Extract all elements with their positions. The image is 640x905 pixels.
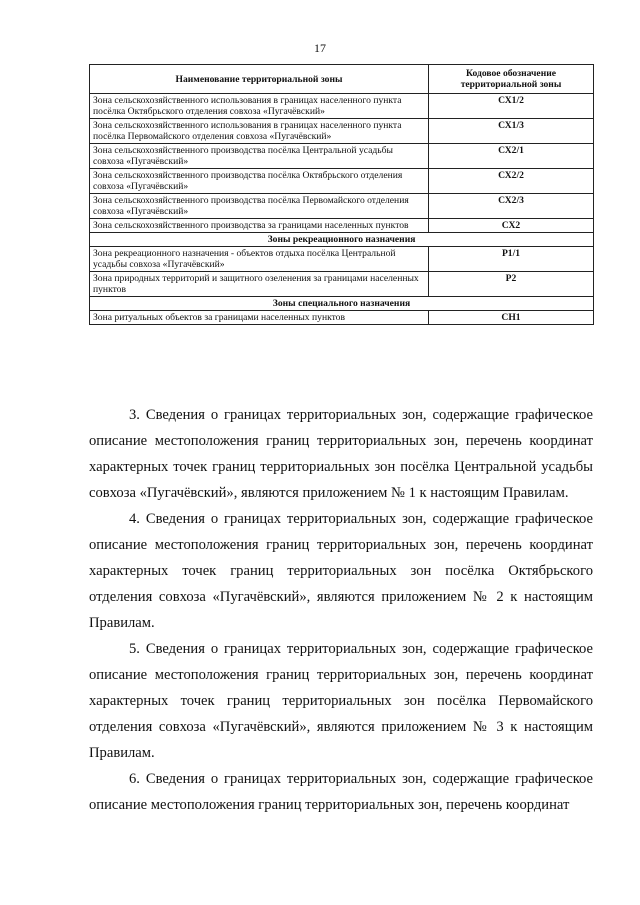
group-row-recreation	[90, 233, 594, 247]
group-row-special	[90, 297, 594, 311]
group-title-special: Зоны специального назначения	[90, 297, 594, 311]
zone-code: Р1/1	[429, 247, 594, 272]
table-header-row	[90, 65, 594, 94]
zone-name: Зона ритуальных объектов за границами населенных пунктов	[90, 311, 429, 325]
table-row	[90, 144, 594, 169]
zone-name: Зона сельскохозяйственного производства за границами населенных пунктов	[90, 219, 429, 233]
table-row	[90, 219, 594, 233]
zone-name: Зона сельскохозяйственного использования в границах населенного пункта посёлка Первомайского отделения совхоза «Пугачёвский»	[90, 119, 429, 144]
zone-name: Зона сельскохозяйственного производства посёлка Центральной усадьбы совхоза «Пугачёвский»	[90, 144, 429, 169]
table-row	[90, 194, 594, 219]
table-row	[90, 169, 594, 194]
zone-name: Зона сельскохозяйственного производства посёлка Первомайского отделения совхоза «Пугачёвский»	[90, 194, 429, 219]
table-row	[90, 247, 594, 272]
zone-code: СХ1/3	[429, 119, 594, 144]
paragraph-5: 5. Сведения о границах территориальных зон, содержащие графическое описание местоположения границ территориальных зон, перечень координат характерных точек границ территориальных зон посёлка Первомайского отделения совхоза «Пугачёвский», являются приложением № 3 к настоящим Правилам.	[89, 641, 593, 761]
zone-name: Зона рекреационного назначения - объектов отдыха посёлка Центральной усадьбы совхоза «Пугачёвский»	[90, 247, 429, 272]
zone-code: СХ2/1	[429, 144, 594, 169]
page-number: 17	[314, 41, 326, 55]
paragraph-3: 3. Сведения о границах территориальных зон, содержащие графическое описание местоположения границ территориальных зон, перечень координат характерных точек границ территориальных зон посёлка Центральной усадьбы совхоза «Пугачёвский», являются приложением № 1 к настоящим Правилам.	[89, 407, 593, 501]
table-row	[90, 272, 594, 297]
zones-table	[89, 64, 594, 325]
zone-code: СХ2/2	[429, 169, 594, 194]
zone-code: СХ2/3	[429, 194, 594, 219]
table-row	[90, 119, 594, 144]
header-zone-name: Наименование территориальной зоны	[90, 65, 429, 94]
body-text	[89, 402, 593, 818]
zone-name: Зона сельскохозяйственного производства посёлка Октябрьского отделения совхоза «Пугачёвский»	[90, 169, 429, 194]
group-title-recreation: Зоны рекреационного назначения	[90, 233, 594, 247]
zone-code: СХ2	[429, 219, 594, 233]
table-row	[90, 94, 594, 119]
zone-name: Зона сельскохозяйственного использования в границах населенного пункта посёлка Октябрьского отделения совхоза «Пугачёвский»	[90, 94, 429, 119]
zone-code: СХ1/2	[429, 94, 594, 119]
zone-code: СН1	[429, 311, 594, 325]
zone-code: Р2	[429, 272, 594, 297]
header-zone-code: Кодовое обозначение территориальной зоны	[429, 65, 594, 94]
paragraph-4: 4. Сведения о границах территориальных зон, содержащие графическое описание местоположения границ территориальных зон, перечень координат характерных точек границ территориальных зон посёлка Октябрьского отделения совхоза «Пугачёвский», являются приложением № 2 к настоящим Правилам.	[89, 511, 593, 631]
paragraph-6: 6. Сведения о границах территориальных зон, содержащие графическое описание местоположения границ территориальных зон, перечень координат	[89, 771, 593, 813]
table-row	[90, 311, 594, 325]
zone-name: Зона природных территорий и защитного озеленения за границами населенных пунктов	[90, 272, 429, 297]
